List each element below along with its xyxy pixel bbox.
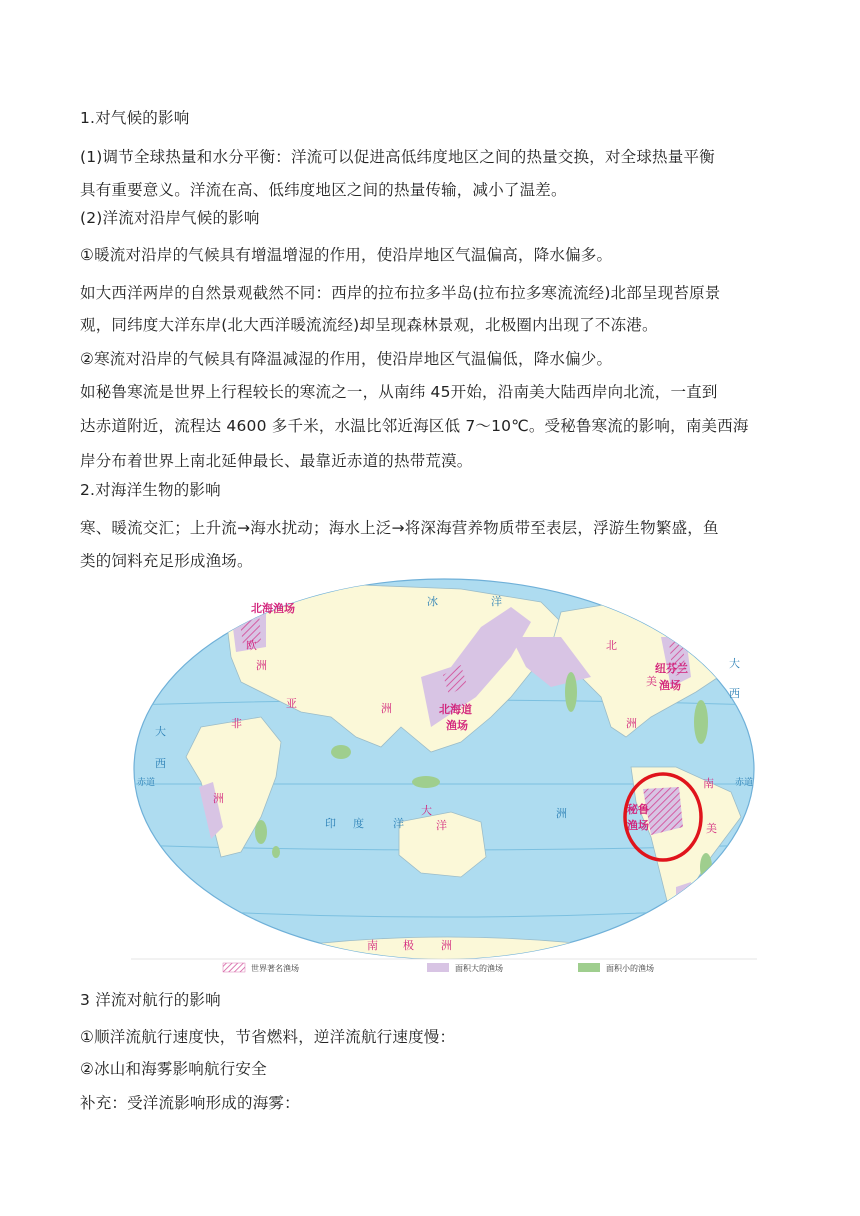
ocean-label: 洋 [393, 817, 404, 830]
small-fishery [272, 846, 280, 858]
small-fishery [255, 820, 267, 844]
equator-label: 赤道 [735, 778, 754, 788]
continent-label: 欧 [246, 639, 257, 652]
ocean-label: 度 [353, 817, 364, 830]
fishery-label-hokkaido: 渔场 [446, 719, 468, 732]
legend-swatch-famous [223, 963, 245, 972]
ocean-label: 洲 [556, 807, 567, 820]
continent-label: 洲 [381, 702, 392, 715]
paragraph-line: 寒、暖流交汇；上升流→海水扰动；海水上泛→将深海营养物质带至表层，浮游生物繁盛，鱼 [80, 519, 719, 537]
fishery-label-hokkaido: 北海道 [439, 703, 472, 716]
small-fishery [694, 700, 708, 744]
legend-label-small: 面积小的渔场 [606, 964, 654, 973]
continent-label: 亚 [286, 697, 297, 710]
world-fishery-map [131, 577, 757, 977]
fishery-label-peru: 渔场 [627, 819, 649, 832]
fishery-label-newfoundland: 纽芬兰 [655, 662, 688, 675]
large-fishery [676, 882, 691, 922]
paragraph-line: ②冰山和海雾影响航行安全 [80, 1060, 267, 1078]
continent-label: 非 [231, 717, 242, 730]
paragraph-line: 达赤道附近，流程达 4600 多千米，水温比邻近海区低 7～10℃。受秘鲁寒流的影响，南美西海 [80, 417, 749, 435]
small-fishery [412, 776, 440, 788]
ocean-label: 大 [729, 657, 740, 670]
ocean-label: 西 [155, 757, 166, 770]
continent-label: 北 [606, 639, 617, 652]
continent-label: 洲 [441, 939, 452, 952]
continent-label: 美 [646, 675, 657, 688]
legend-swatch-large [427, 963, 449, 972]
ocean-label: 大 [155, 725, 166, 738]
paragraph-line: 补充：受洋流影响形成的海雾： [80, 1094, 300, 1112]
ocean-label: 西 [729, 687, 740, 700]
fishery-label-north-sea: 北海渔场 [251, 602, 295, 615]
continent-label: 大 [421, 804, 432, 817]
paragraph-line: 如秘鲁寒流是世界上行程较长的寒流之一，从南纬 45开始，沿南美大陆西岸向北流，一直到 [80, 383, 718, 401]
small-fishery [331, 745, 351, 759]
equator-label: 赤道 [137, 778, 156, 788]
paragraph-line: 如大西洋两岸的自然景观截然不同：西岸的拉布拉多半岛(拉布拉多寒流流经)北部呈现苔原景 [80, 284, 721, 302]
continent-label: 洋 [436, 819, 447, 832]
ocean-label: 印 [325, 817, 336, 830]
continent-label: 南 [367, 939, 378, 952]
continent-label: 南 [703, 777, 714, 790]
ocean-label: 冰 [427, 595, 438, 608]
legend-label-large: 面积大的渔场 [455, 964, 503, 973]
paragraph-line: ②寒流对沿岸的气候具有降温减湿的作用，使沿岸地区气温偏低，降水偏少。 [80, 350, 613, 368]
continent-label: 美 [706, 822, 717, 835]
paragraph-line: 观，同纬度大洋东岸(北大西洋暖流流经)却呈现森林景观，北极圈内出现了不冻港。 [80, 316, 658, 334]
continent-label: 洲 [626, 717, 637, 730]
paragraph-line: 类的饲料充足形成渔场。 [80, 552, 253, 570]
paragraph-line: 岸分布着世界上南北延伸最长、最靠近赤道的热带荒漠。 [80, 452, 473, 470]
section-heading-climate: 1.对气候的影响 [80, 109, 190, 127]
legend-label-famous: 世界著名渔场 [251, 964, 299, 973]
fishery-label-newfoundland: 渔场 [659, 679, 681, 692]
continent-label: 极 [403, 939, 414, 952]
section-heading-marine-life: 2.对海洋生物的影响 [80, 481, 221, 499]
subheading-coastal-climate: (2)洋流对沿岸气候的影响 [80, 209, 260, 227]
fishery-label-peru: 秘鲁 [627, 803, 649, 816]
ocean-label: 洋 [491, 595, 502, 608]
continent-label: 洲 [213, 792, 224, 805]
paragraph-line: 具有重要意义。洋流在高、低纬度地区之间的热量传输，减小了温差。 [80, 181, 567, 199]
legend-swatch-small [578, 963, 600, 972]
paragraph-line: ①顺洋流航行速度快，节省燃料，逆洋流航行速度慢： [80, 1028, 456, 1046]
section-heading-navigation: 3 洋流对航行的影响 [80, 991, 221, 1009]
paragraph-line: ①暖流对沿岸的气候具有增温增湿的作用，使沿岸地区气温偏高，降水偏多。 [80, 246, 613, 264]
small-fishery [565, 672, 577, 712]
continent-label: 洲 [256, 659, 267, 672]
paragraph-line: (1)调节全球热量和水分平衡：洋流可以促进高低纬度地区之间的热量交换，对全球热量平衡 [80, 148, 715, 166]
